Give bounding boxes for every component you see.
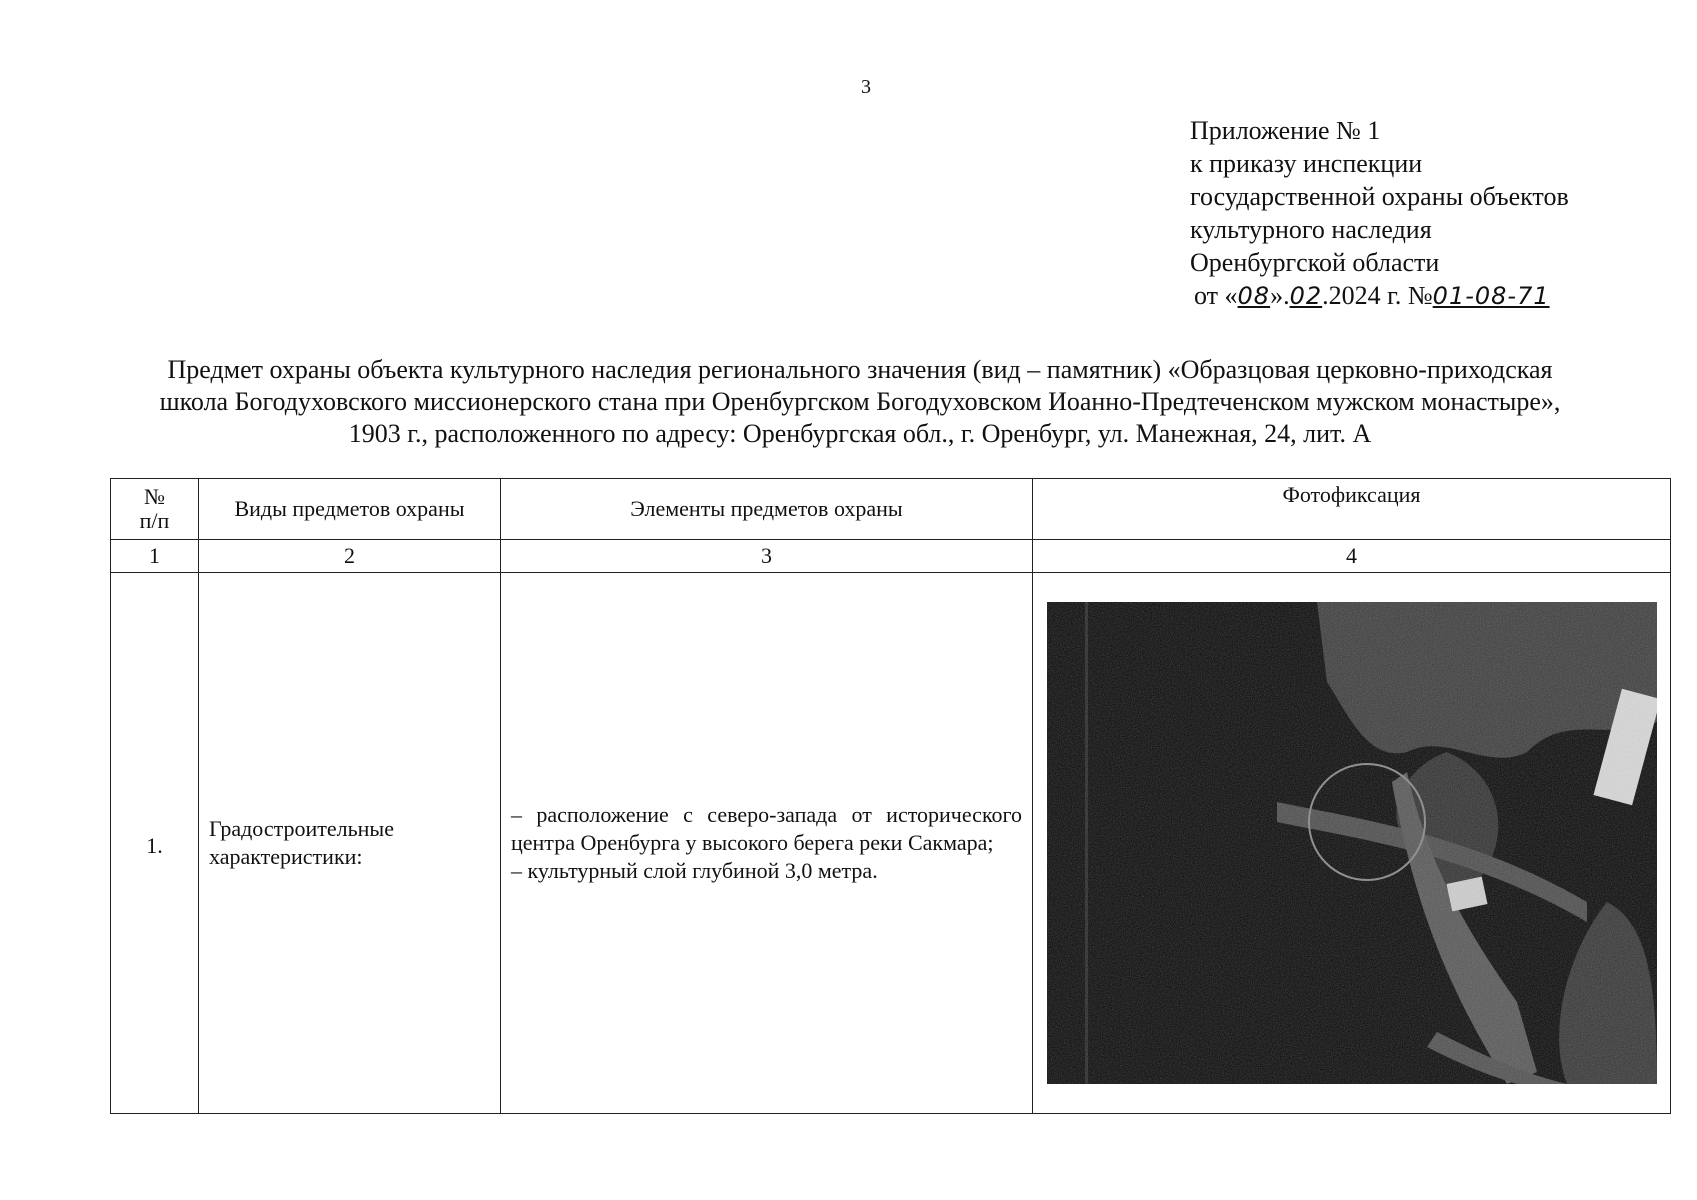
column-number: 4 (1033, 540, 1671, 573)
handwritten-order-number: 01-08-71 (1432, 282, 1550, 310)
protection-table (110, 478, 1671, 1114)
appendix-line: государственной охраны объектов (1190, 182, 1569, 211)
column-number: 2 (199, 540, 501, 573)
order-date-line (1190, 279, 1569, 313)
row-elements (501, 573, 1033, 1114)
date-suffix: .2024 г. № (1322, 281, 1433, 310)
date-mid: ». (1270, 281, 1290, 310)
row-kind: Градостроительные характеристики: (199, 573, 501, 1114)
document-title (60, 354, 1660, 450)
element-item: – культурный слой глубиной 3,0 метра. (511, 858, 878, 883)
appendix-line: Оренбургской области (1190, 248, 1440, 277)
appendix-block (1190, 114, 1569, 313)
title-line: 1903 г., расположенного по адресу: Оренбургская обл., г. Оренбург, ул. Манежная, 24, лит. А (348, 419, 1372, 448)
title-line: Предмет охраны объекта культурного наследия регионального значения (вид – памятник) «Образцовая церковно-приходская (167, 355, 1553, 384)
page-number: 3 (861, 76, 871, 98)
table-header-row (111, 479, 1671, 540)
column-number: 3 (501, 540, 1033, 573)
appendix-line: Приложение № 1 (1190, 116, 1381, 145)
row-number: 1. (111, 573, 199, 1114)
row-photo (1033, 573, 1671, 1114)
handwritten-day: 08 (1237, 282, 1271, 310)
column-number: 1 (111, 540, 199, 573)
appendix-line: культурного наследия (1190, 215, 1432, 244)
column-number-row (111, 540, 1671, 573)
header-photo: Фотофиксация (1033, 479, 1671, 540)
date-prefix: от « (1194, 281, 1238, 310)
aerial-photo (1047, 602, 1657, 1084)
table-row (111, 573, 1671, 1114)
header-num: № п/п (111, 479, 199, 540)
appendix-line: к приказу инспекции (1190, 149, 1423, 178)
handwritten-month: 02 (1289, 282, 1323, 310)
header-elements: Элементы предметов охраны (501, 479, 1033, 540)
element-item: – расположение с северо-запада от исторического центра Оренбурга у высокого берега реки Сакмара; (511, 802, 1022, 855)
header-kind: Виды предметов охраны (199, 479, 501, 540)
title-line: школа Богодуховского миссионерского стана при Оренбургском Богодуховском Иоанно-Предтеченском мужском монастыре», (159, 387, 1561, 416)
